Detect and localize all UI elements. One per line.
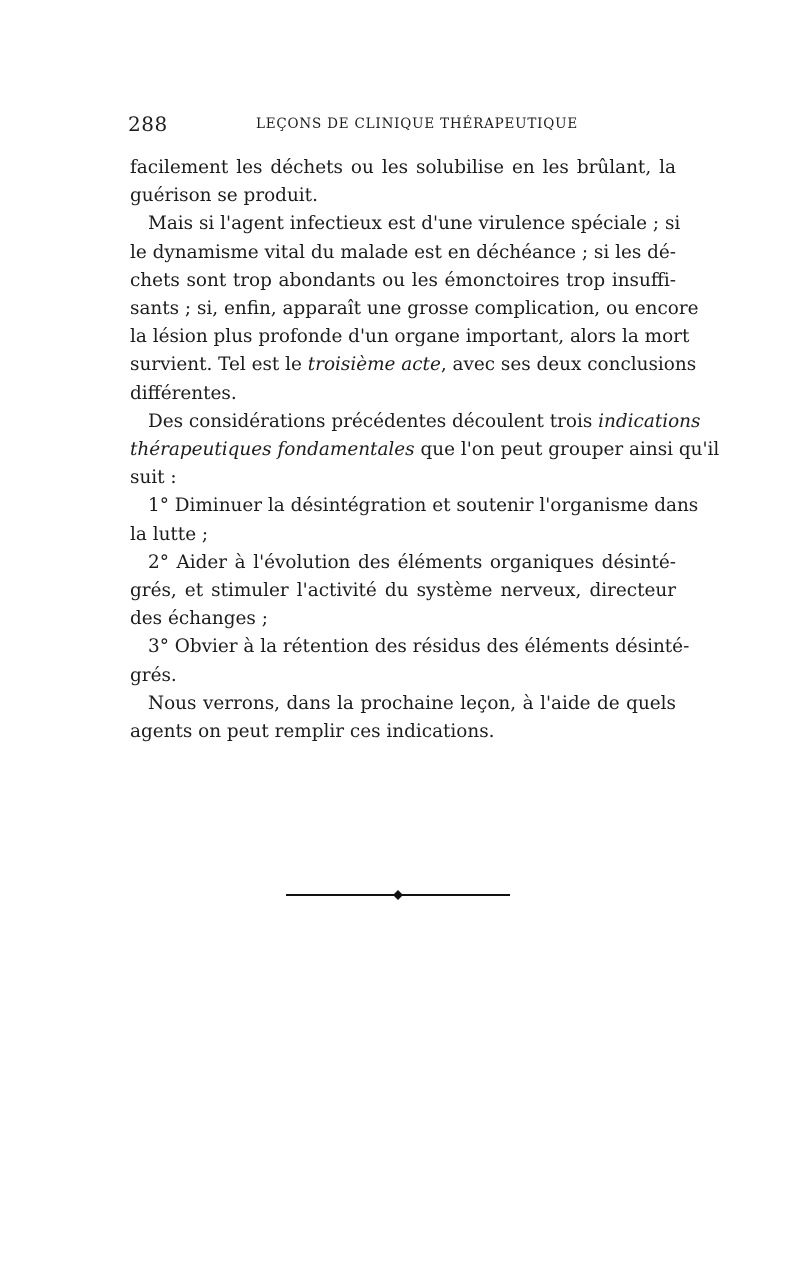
running-title: LEÇONS DE CLINIQUE THÉRAPEUTIQUE [256, 116, 578, 132]
text-line: guérison se produit. [130, 185, 318, 207]
text-line-with-italic [130, 436, 720, 464]
text-line: suit : [130, 467, 177, 489]
text-line: le dynamisme vital du malade est en déchéance ; si les dé- [130, 241, 676, 263]
text-line: facilement les déchets ou les solubilise en les brûlant, la [130, 157, 676, 178]
text-line: différentes. [130, 382, 237, 404]
text-line: grés, et stimuler l'activité du système nerveux, directeur [130, 580, 676, 602]
list-item-line: 3° Obvier à la rétention des résidus des éléments désinté- [148, 636, 690, 658]
text-line-with-italic [130, 351, 697, 379]
text-line: la lésion plus profonde d'un organe important, alors la mort [130, 326, 690, 348]
italic-phrase: indications [598, 410, 701, 432]
text-fragment: , avec ses deux conclusions [440, 354, 697, 376]
text-line: sants ; si, enfin, apparaît une grosse complication, ou encore [130, 298, 699, 320]
text-fragment: survient. Tel est le [130, 354, 308, 376]
italic-phrase: troisième acte [307, 354, 441, 376]
text-line-with-italic [130, 408, 701, 436]
page-number: 288 [128, 112, 168, 136]
ornamental-rule-icon [286, 890, 510, 900]
text-line: la lutte ; [130, 523, 209, 545]
text-line: Nous verrons, dans la prochaine leçon, à l'aide de quels [148, 692, 676, 714]
text-line: grés. [130, 664, 177, 686]
list-item-line: 2° Aider à l'évolution des éléments organiques désinté- [148, 551, 676, 573]
text-fragment: Des considérations précédentes découlent trois [148, 410, 599, 432]
text-line: agents on peut remplir ces indications. [130, 721, 495, 743]
text-line: Mais si l'agent infectieux est d'une virulence spéciale ; si [148, 213, 681, 235]
page-header [128, 112, 678, 138]
text-line: des échanges ; [130, 608, 268, 630]
italic-phrase: thérapeutiques fondamentales [130, 439, 415, 461]
list-item-line: 1° Diminuer la désintégration et soutenir l'organisme dans [148, 495, 699, 517]
text-fragment: que l'on peut grouper ainsi qu'il [414, 439, 720, 461]
text-line: chets sont trop abondants ou les émonctoires trop insuffi- [130, 269, 676, 291]
body-text [130, 154, 720, 746]
